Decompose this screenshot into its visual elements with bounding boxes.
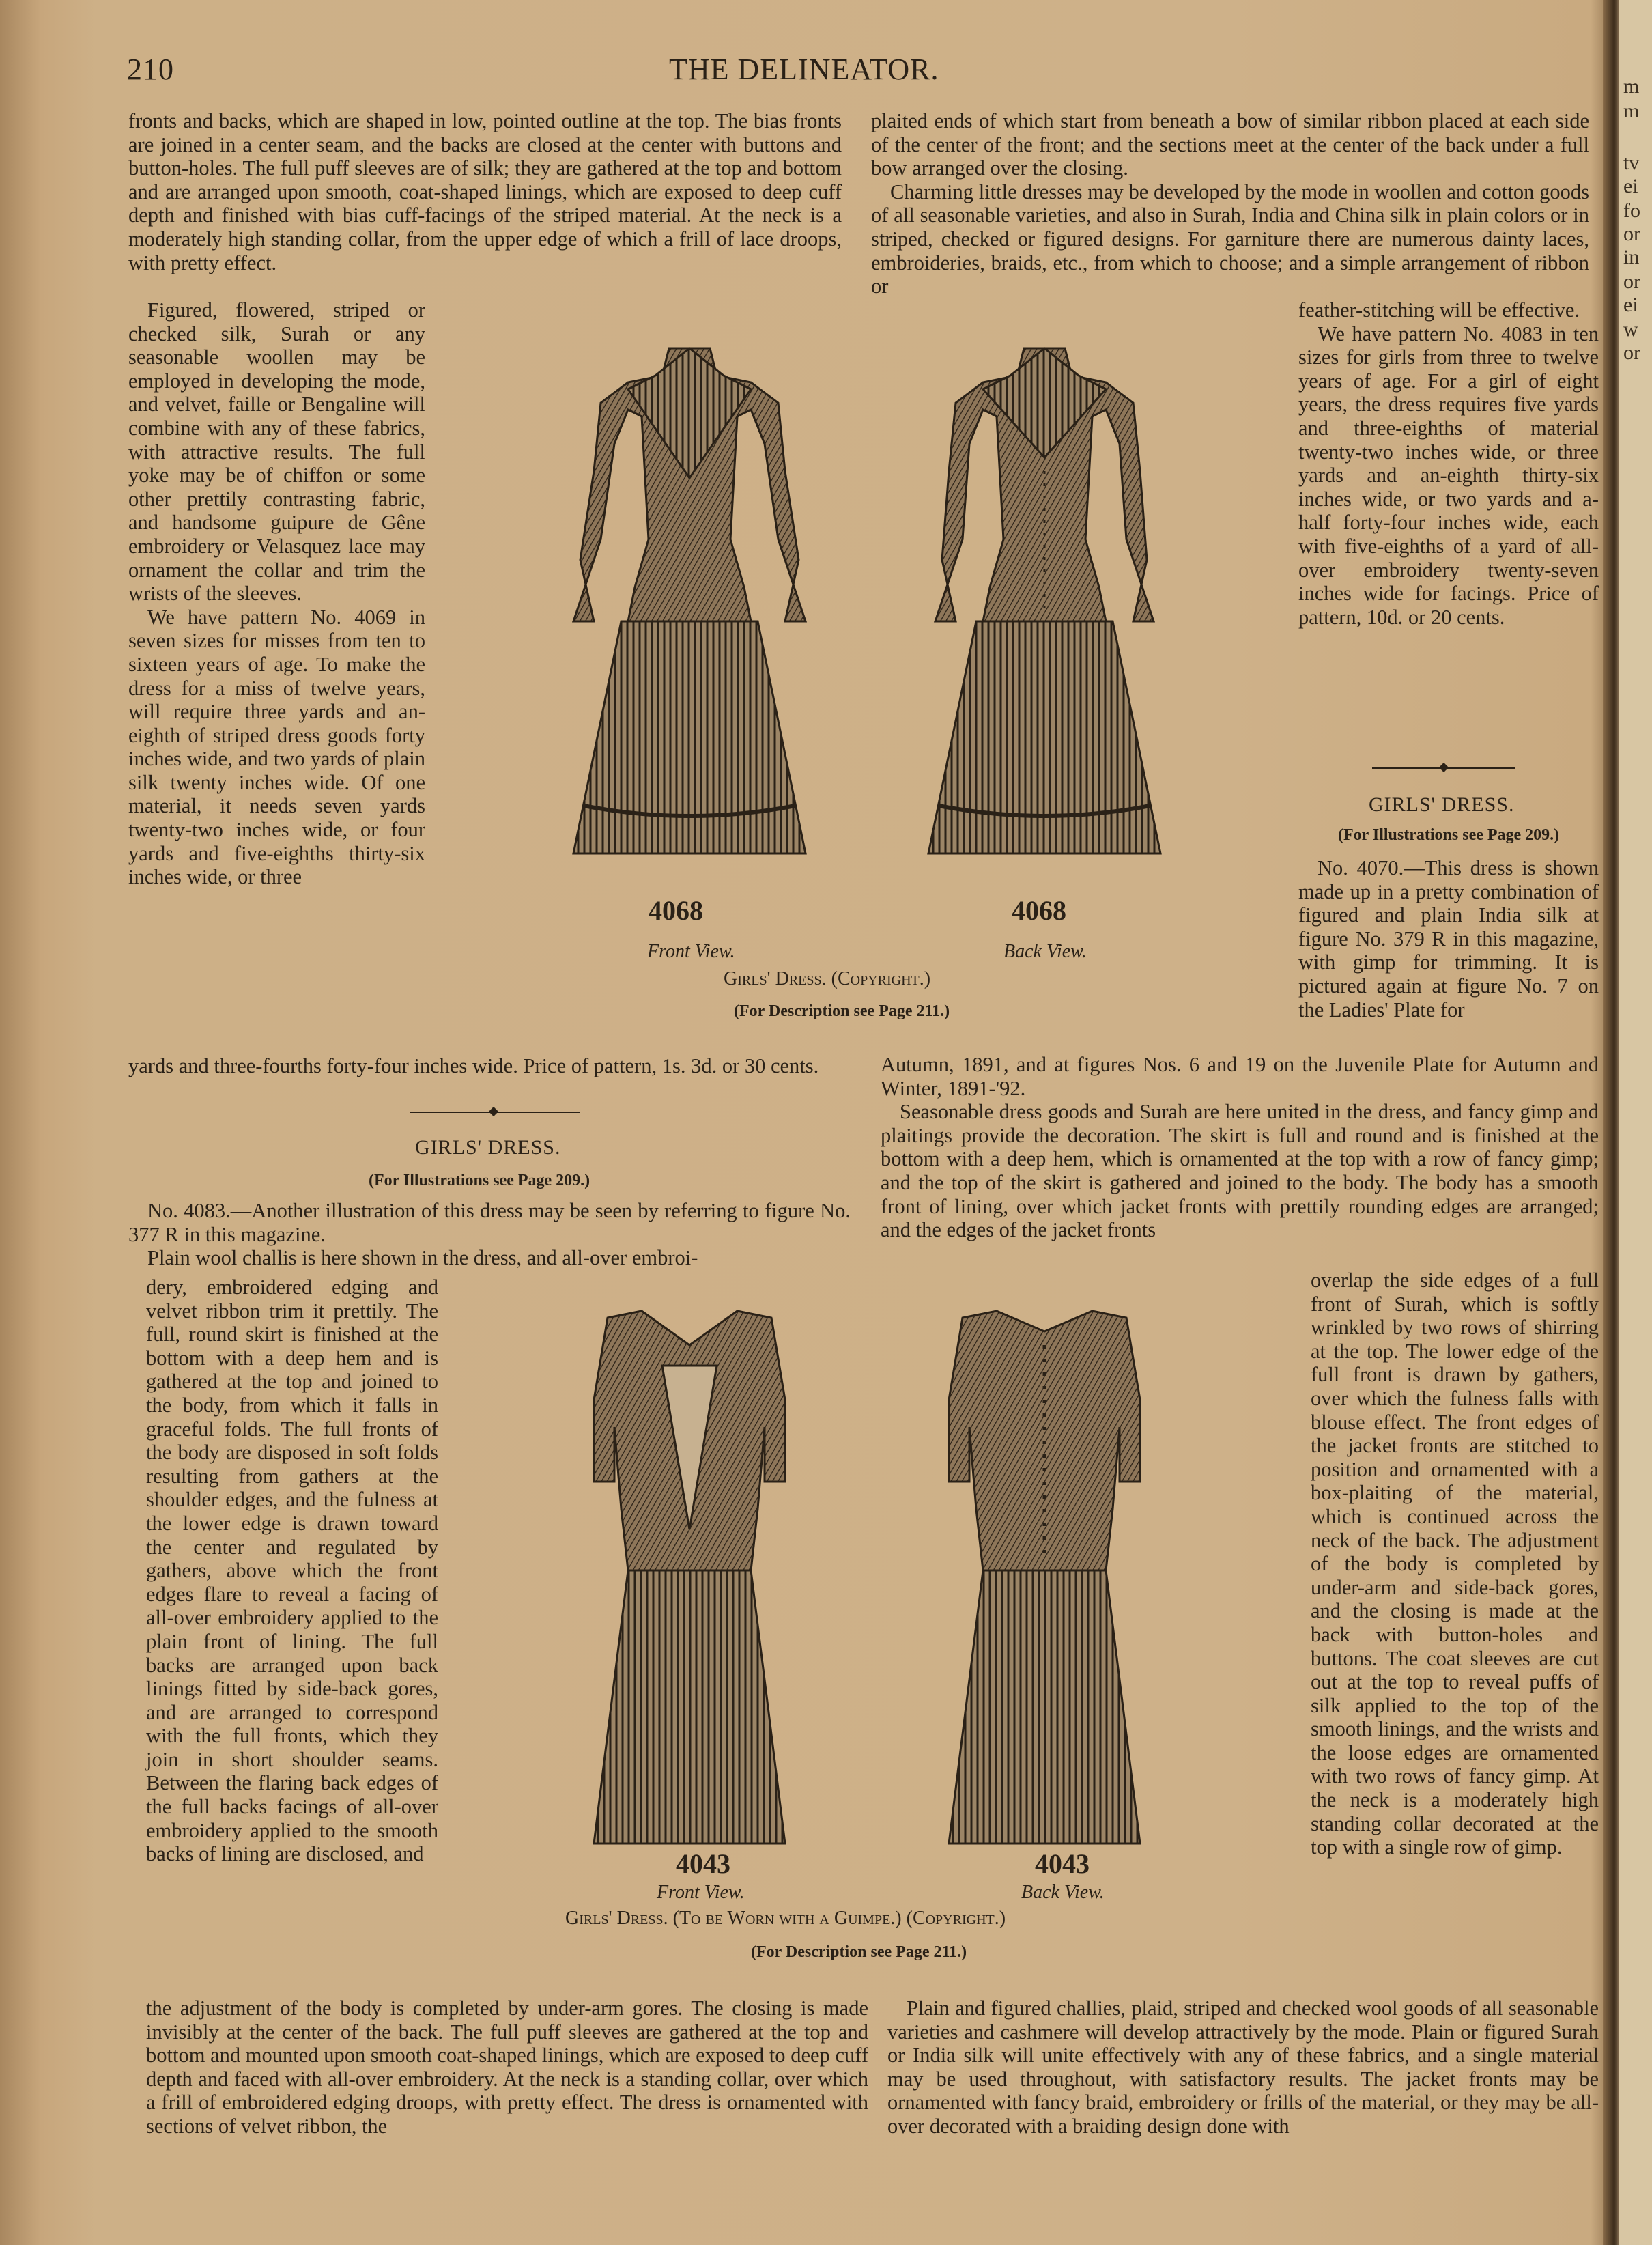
section-4083-heading: GIRLS' DRESS.	[415, 1136, 561, 1159]
dress-4043-front	[594, 1311, 785, 1844]
section-4070-column-2: overlap the side edges of a full front of Surah, which is softly wrinkled by two rows of shirring at the top. The lower edge of the full front is drawn by gathers, over which the fulness falls with blouse effect. The front edges of the jacket fronts are stitched to position and ornamented with a box-plaiting of the material, which is continued across the neck of the back. The adjustment of the body is completed by under-arm and side-back gores, and the closing is made at the back with button-holes and buttons. The coat sleeves are cut out at the top to reveal puffs of silk applied to the top of the smooth linings, and the wrists and the loose edges are ornamented with two rows of fancy gimp. At the neck is a moderately high standing collar decorated at the top with a single row of gimp.	[1311, 1269, 1599, 1859]
right-column-text: feather-stitching will be effective. We have pattern No. 4083 in ten sizes for girls from three to twelve years of age. For a girl of eight years, the dress requires five yards and three-eighths of material twenty-two inches wide, or three yards and an-eighth thirty-six inches wide, or two yards and a-half forty-four inches wide, each with five-eighths of a yard of all-over embroidery twenty-seven inches wide for facings. Price of pattern, 10d. or 20 cents.	[1298, 298, 1599, 629]
separator-ornament	[1439, 763, 1449, 772]
next-page-edge	[1619, 0, 1652, 2245]
section-4070-heading: GIRLS' DRESS.	[1369, 793, 1515, 816]
next-page-fragment: w	[1623, 318, 1638, 341]
section-4083-column: dery, embroidered edging and velvet ribbon trim it prettily. The full, round skirt is finished at the bottom with a deep hem and is gathered at the top and joined to the body, from which it falls in graceful folds. The full fronts of the body are disposed in soft folds resulting from gathers at the shoulder edges, and the fulness at the lower edge is drawn toward the center and regulated by gathers, above which the front edges flare to reveal a facing of all-over embroidery applied to the plain front of lining. The full backs are arranged upon back linings fitted by side-back gores, and are arranged to correspond with the full fronts, which they join in short shoulder seams. Between the flaring back edges of the full backs facings of all-over embroidery applied to the smooth backs of lining are disclosed, and	[146, 1275, 438, 1866]
next-page-fragment: ei	[1623, 294, 1638, 316]
figure-4068-reference: (For Description see Page 211.)	[734, 1002, 950, 1020]
left-column-text: Figured, flowered, striped or checked silk, Surah or any seasonable woollen may be employed in developing the mode, and velvet, faille or Bengaline will combine with any of these fabrics, with attractive results. The full yoke may be of chiffon or some other prettily contrasting fabric, and handsome guipure de Gêne embroidery or Velasquez lace may ornament the collar and trim the wrists of the sleeves. We have pattern No. 4069 in seven sizes for misses from ten to sixteen years of age. To make the dress for a miss of twelve years, will require three yards and an-eighth of striped dress goods forty inches wide, and two yards of plain silk twenty inches wide. Of one material, it needs seven yards twenty-two inches wide, or four yards and five-eighths thirty-six inches wide, or three	[128, 298, 425, 889]
figure-4043-front-label: Front View.	[657, 1882, 745, 1903]
next-page-fragment: in	[1623, 246, 1640, 268]
section-4070-column: No. 4070.—This dress is shown made up in a pretty combination of figured and plain India silk at figure No. 379 R in this magazine, with gimp for trimming. It is pictured again at figure No. 7 on the Ladies' Plate for	[1298, 856, 1599, 1021]
next-page-fragment: m	[1623, 100, 1640, 122]
figure-4043-number-front: 4043	[676, 1848, 730, 1879]
section-4070-bottom: Plain and figured challies, plaid, striped and checked wool goods of all seasonable varieties and cashmere will develop attractively by the mode. Plain or figured Surah or India silk will unite effectively with any of these fabrics, and a single material may be used throughout, with satisfactory results. The jacket fronts may be ornamented with fancy braid, embroidery or frills of the material, or they may be all-over decorated with a braiding design done with	[887, 1996, 1599, 2138]
top-right-paragraphs: plaited ends of which start from beneath a bow of similar ribbon placed at each side of the center of the front; and the sections meet at the center of the back under a full bow arranged over the closing. Charming little dresses may be developed by the mode in woollen and cotton goods of all seasonable varieties, and also in Surah, India and China silk in plain colors or in striped, checked or figured designs. For garniture there are numerous dainty laces, embroideries, braids, etc., from which to choose; and a simple arrangement of ribbon or	[871, 109, 1589, 298]
dress-front-view	[573, 348, 806, 853]
next-page-fragment: fo	[1623, 199, 1640, 222]
figure-4068-number-back: 4068	[1012, 895, 1066, 926]
next-page-fragment: or	[1623, 341, 1640, 364]
next-page-fragment: tv	[1623, 152, 1640, 174]
section-4083-full: No. 4083.—Another illustration of this dress may be seen by referring to figure No. 377 R in this magazine. Plain wool challis is here shown in the dress, and all-over embroi-	[128, 1199, 851, 1270]
page-number: 210	[127, 53, 174, 86]
next-page-fragment: or	[1623, 223, 1640, 245]
figure-4068-front-label: Front View.	[647, 941, 735, 962]
next-page-fragment: ei	[1623, 175, 1638, 197]
figure-4043-caption: Girls' Dress. (To be Worn with a Guimpe.) (Copyright.)	[565, 1908, 1006, 1929]
running-title: THE DELINEATOR.	[669, 53, 939, 86]
figure-4043-reference: (For Description see Page 211.)	[751, 1943, 967, 1961]
section-4070-full: Autumn, 1891, and at figures Nos. 6 and 19 on the Juvenile Plate for Autumn and Winter, 1891-'92. Seasonable dress goods and Surah are here united in the dress, and fancy gimp and plaitings provide the decoration. The skirt is full and round and is finished at the bottom with a deep hem, which is ornamented at the top with a row of fancy gimp; and the top of the skirt is gathered and joined to the body. The body has a smooth front of lining, over which jacket fronts with prettily rounding edges are arranged; and the edges of the jacket fronts	[881, 1053, 1599, 1242]
figure-4068-illustration	[546, 335, 1242, 894]
top-left-paragraph: fronts and backs, which are shaped in low, pointed outline at the top. The bias fronts are joined in a center seam, and the backs are closed at the center with buttons and button-holes. The full puff sleeves are of silk; they are gathered at the top and bottom and are arranged upon smooth, coat-shaped linings, which are exposed to deep cuff depth and finished with bias cuff-facings of the striped material. At the neck is a moderately high standing collar, from the upper edge of which a frill of lace droops, with pretty effect.	[128, 109, 842, 274]
section-4083-bottom: the adjustment of the body is completed by under-arm gores. The closing is made invisibly at the center of the back. The full puff sleeves are gathered at the top and bottom and mounted upon smooth coat-shaped linings, which are exposed to deep cuff depth and faced with all-over embroidery. At the neck is a standing collar, over which a frill of embroidered edging droops, with pretty effect. The dress is ornamented with sections of velvet ribbon, the	[146, 1996, 868, 2138]
dress-4043-back	[949, 1311, 1140, 1844]
left-column-end: yards and three-fourths forty-four inches wide. Price of pattern, 1s. 3d. or 30 cents.	[128, 1054, 819, 1077]
next-page-fragment: m	[1623, 75, 1640, 98]
figure-4043-back-label: Back View.	[1021, 1882, 1105, 1903]
figure-4068-number-front: 4068	[649, 895, 703, 926]
separator-ornament-left	[489, 1107, 498, 1116]
figure-4068-back-label: Back View.	[1003, 941, 1087, 962]
next-page-fragment: or	[1623, 270, 1640, 293]
dress-back-view	[928, 348, 1160, 853]
figure-4043-number-back: 4043	[1035, 1848, 1090, 1879]
figure-4043-illustration	[560, 1304, 1215, 1871]
section-4070-subheading: (For Illustrations see Page 209.)	[1338, 826, 1560, 844]
figure-4068-caption: Girls' Dress. (Copyright.)	[724, 968, 931, 989]
section-4083-subheading: (For Illustrations see Page 209.)	[369, 1172, 590, 1189]
